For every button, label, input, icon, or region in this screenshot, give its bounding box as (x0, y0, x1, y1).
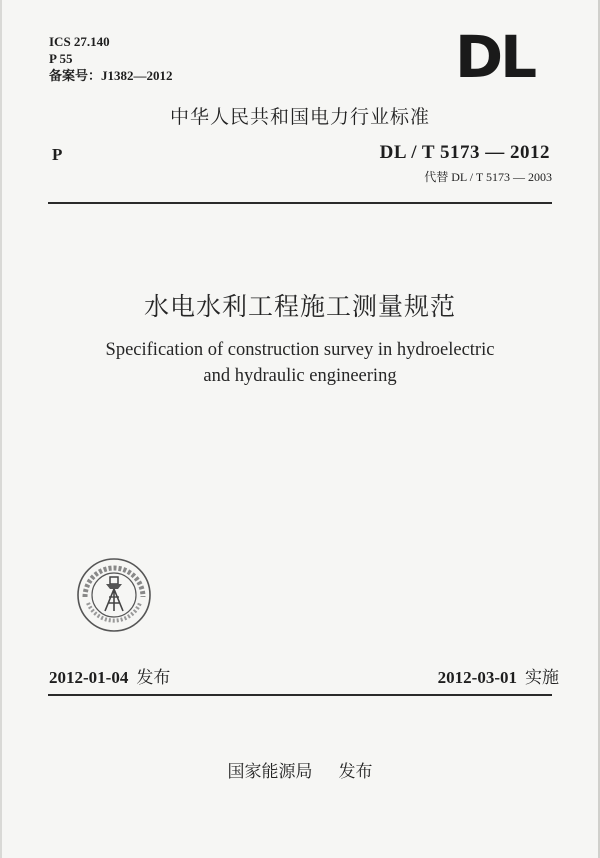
p-code: P 55 (49, 51, 73, 66)
replaces-standard: 代替 DL / T 5173 — 2003 (424, 170, 552, 184)
industry-standard-title: 中华人民共和国电力行业标准 (169, 106, 430, 128)
standard-number: DL / T 5173 — 2012 (379, 142, 550, 163)
effective-label: 实施 (525, 668, 559, 688)
top-divider (48, 202, 552, 204)
english-title-line-2: and hydraulic engineering (203, 366, 397, 386)
publisher-action: 发布 (338, 762, 373, 782)
category-letter: P (52, 145, 63, 164)
ics-code: ICS 27.140 (49, 34, 110, 49)
bottom-divider (48, 694, 552, 696)
publisher-seal-icon (76, 557, 152, 633)
english-title-line-1: Specification of construction survey in hydroelectric (105, 340, 495, 360)
release-label: 发布 (136, 668, 171, 688)
publisher-name: 国家能源局 (227, 762, 313, 782)
dl-logo: DL (455, 23, 535, 91)
effective-date (438, 663, 559, 688)
chinese-title: 水电水利工程施工测量规范 (143, 292, 456, 321)
filing-number: 备案号：J1382—2012 (49, 68, 173, 83)
publisher-line (0, 757, 600, 782)
release-date-value: 2012-01-04 (49, 668, 129, 687)
effective-date-value: 2012-03-01 (437, 668, 517, 687)
release-date (49, 663, 170, 688)
